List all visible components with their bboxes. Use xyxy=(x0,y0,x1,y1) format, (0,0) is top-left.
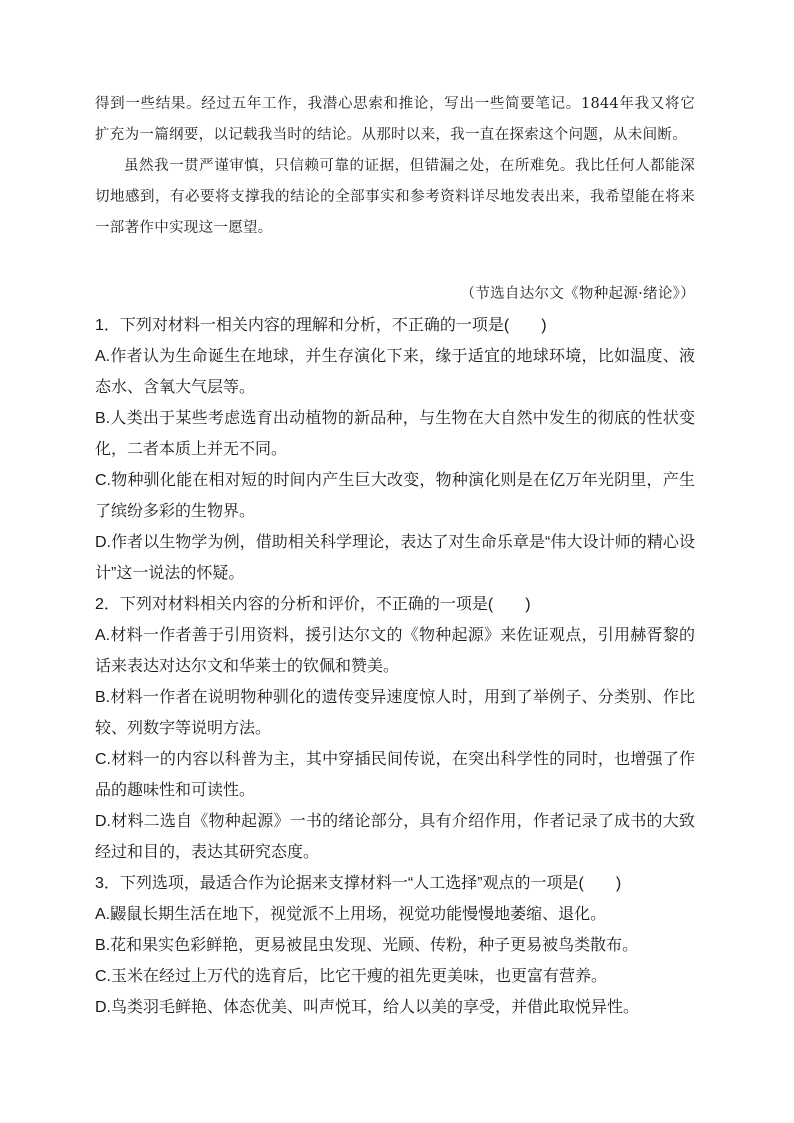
question-2 xyxy=(95,589,695,868)
option-b: B.人类出于某些考虑选育出动植物的新品种，与生物在大自然中发生的彻底的性状变化，二者本质上并无不同。 xyxy=(95,410,695,458)
option-b: B.花和果实色彩鲜艳，更易被昆虫发现、光顾、传粉，种子更易被鸟类散布。 xyxy=(95,937,639,954)
question-stem: 1．下列对材料一相关内容的理解和分析，不正确的一项是( ) xyxy=(95,317,547,334)
question-stem: 3．下列选项，最适合作为论据来支撑材料一“人工选择”观点的一项是( ) xyxy=(95,875,622,892)
passage-excerpt xyxy=(95,89,695,244)
option-d: D.作者以生物学为例，借助相关科学理论，表达了对生命乐章是“伟大设计师的精心设计”这一说法的怀疑。 xyxy=(95,534,695,582)
question-3 xyxy=(95,868,695,1023)
question-stem: 2．下列对材料相关内容的分析和评价，不正确的一项是( ) xyxy=(95,596,531,613)
option-d: D.鸟类羽毛鲜艳、体态优美、叫声悦耳，给人以美的享受，并借此取悦异性。 xyxy=(95,999,640,1016)
option-a: A.材料一作者善于引用资料，援引达尔文的《物种起源》来佐证观点，引用赫胥黎的话来表达对达尔文和华莱士的钦佩和赞美。 xyxy=(95,627,695,675)
question-list xyxy=(95,310,695,1023)
passage-paragraph-2: 虽然我一贯严谨审慎，只信赖可靠的证据，但错漏之处，在所难免。我比任何人都能深切地感到，有必要将支撑我的结论的全部事实和参考资料详尽地发表出来，我希望能在将来一部著作中实现这一愿望。 xyxy=(95,158,695,236)
option-b: B.材料一作者在说明物种驯化的遗传变异速度惊人时，用到了举例子、分类别、作比较、列数字等说明方法。 xyxy=(95,689,695,737)
option-d: D.材料二选自《物种起源》一书的绪论部分，具有介绍作用，作者记录了成书的大致经过和目的，表达其研究态度。 xyxy=(95,813,695,861)
option-a: A.鼹鼠长期生活在地下，视觉派不上用场，视觉功能慢慢地萎缩、退化。 xyxy=(95,906,607,923)
option-a: A.作者认为生命诞生在地球，并生存演化下来，缘于适宜的地球环境，比如温度、液态水、含氧大气层等。 xyxy=(95,348,695,396)
option-c: C.玉米在经过上万代的选育后，比它干瘦的祖先更美味，也更富有营养。 xyxy=(95,968,608,985)
passage-paragraph-1: 得到一些结果。经过五年工作，我潜心思索和推论，写出一些简要笔记。1844年我又将它扩充为一篇纲要，以记载我当时的结论。从那时以来，我一直在探索这个问题，从未间断。 xyxy=(95,96,695,143)
passage-source-citation: （节选自达尔文《物种起源·绪论》） xyxy=(460,286,695,302)
option-c: C.物种驯化能在相对短的时间内产生巨大改变，物种演化则是在亿万年光阴里，产生了缤纷多彩的生物界。 xyxy=(95,472,695,520)
question-1 xyxy=(95,310,695,589)
option-c: C.材料一的内容以科普为主，其中穿插民间传说，在突出科学性的同时，也增强了作品的趣味性和可读性。 xyxy=(95,751,695,799)
